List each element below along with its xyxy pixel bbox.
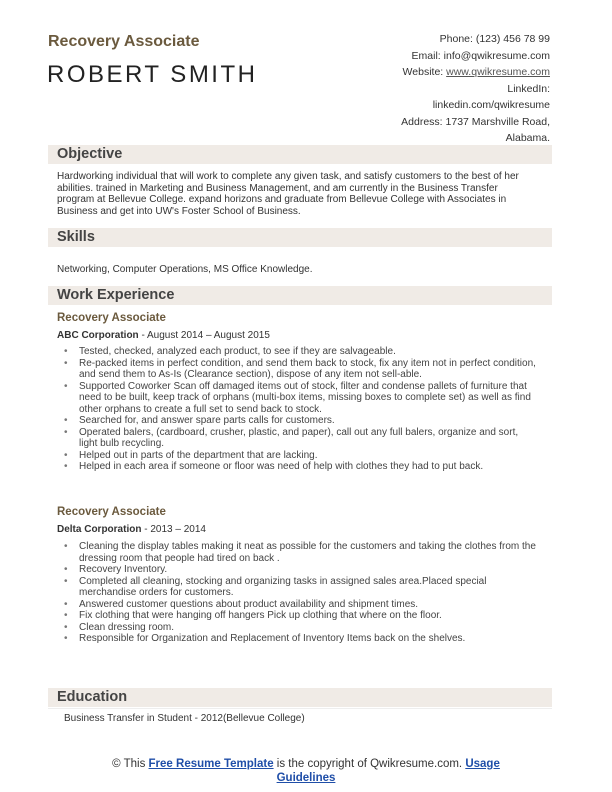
education-heading-bar <box>48 688 552 707</box>
objective-heading: Objective <box>57 146 123 162</box>
experience-heading: Work Experience <box>57 287 175 303</box>
job-dates-2: - 2013 – 2014 <box>141 524 206 535</box>
list-item: • Recovery Inventory. <box>57 564 537 576</box>
resume-job-title: Recovery Associate <box>48 33 200 50</box>
contact-address <box>310 114 550 131</box>
job-title-1: Recovery Associate <box>57 312 166 324</box>
objective-text: Hardworking individual that will work to complete any given task, and satisfy customers to the best of her abilities. trained in Marketing and Business Management, and am currently in the Business Transfer program at Bellevue College. expand horizons and graduate from Bellevue College with Associates in Business and get into UW's Foster School of Business. <box>57 171 519 217</box>
job-company-line-1 <box>57 330 270 341</box>
job-title-2: Recovery Associate <box>57 506 166 518</box>
email-label: Email: <box>411 49 441 62</box>
contact-linkedin-value: linkedin.com/qwikresume <box>432 99 550 111</box>
skills-heading: Skills <box>57 229 95 245</box>
job-company-line-2 <box>57 524 206 535</box>
list-item: • Answered customer questions about product availability and shipment times. <box>57 599 537 611</box>
guidelines-link[interactable]: Guidelines <box>276 772 336 784</box>
candidate-name: ROBERT SMITH <box>47 61 258 88</box>
contact-block <box>310 31 550 147</box>
address-label: Address: <box>401 115 443 128</box>
section-divider <box>48 708 552 709</box>
objective-heading-bar <box>48 145 552 164</box>
contact-linkedin-label: LinkedIn: <box>507 82 550 95</box>
education-text: Business Transfer in Student - 2012(Bellevue College) <box>64 713 305 724</box>
list-item: • Completed all cleaning, stocking and organizing tasks in assigned sales area.Placed special merchandise orders for customers. <box>57 576 537 599</box>
website-link[interactable]: www.qwikresume.com <box>446 66 550 78</box>
job-dates-1: - August 2014 – August 2015 <box>138 330 270 341</box>
contact-website <box>310 64 550 81</box>
list-item: • Fix clothing that were hanging off hangers Pick up clothing that where on the floor. <box>57 610 537 622</box>
free-resume-template-link[interactable]: Free Resume Template <box>148 758 274 770</box>
address-line1: 1737 Marshville Road, <box>445 115 550 128</box>
footer-prefix: © This <box>112 758 149 770</box>
copyright-footer <box>0 757 612 785</box>
job-company-2: Delta Corporation <box>57 524 142 535</box>
list-item: • Operated balers, (cardboard, crusher, plastic, and paper), call out any full balers, organize and sort, light bulb recycling. <box>57 427 537 450</box>
list-item: • Responsible for Organization and Replacement of Inventory Items back on the shelves. <box>57 633 537 645</box>
list-item: • Supported Coworker Scan off damaged items out of stock, filter and condense pallets of furniture that need to be built, keep track of orphans (multi-box items, missing boxes to complete set) as well as find other orphans to create a full set to send back to stock. <box>57 381 537 416</box>
contact-email <box>310 48 550 65</box>
website-label: Website: <box>402 66 444 78</box>
job-bullets-1 <box>57 346 537 473</box>
list-item: • Searched for, and answer spare parts calls for customers. <box>57 415 537 427</box>
usage-link[interactable]: Usage <box>465 758 500 770</box>
list-item: • Clean dressing room. <box>57 622 537 634</box>
list-item: • Helped in each area if someone or floor was need of help with clothes they had to put back. <box>57 461 537 473</box>
job-company-1: ABC Corporation <box>57 330 139 341</box>
experience-heading-bar <box>48 286 552 305</box>
education-heading: Education <box>57 689 128 705</box>
list-item: • Helped out in parts of the department that are lacking. <box>57 450 537 462</box>
list-item: • Cleaning the display tables making it neat as possible for the customers and taking the clothes from the dressing room that people had tired on back . <box>57 541 537 564</box>
phone-label: Phone: <box>439 33 473 45</box>
list-item: • Tested, checked, analyzed each product, to see if they are salvageable. <box>57 346 537 358</box>
skills-text: Networking, Computer Operations, MS Office Knowledge. <box>57 264 313 275</box>
contact-phone <box>310 31 550 48</box>
skills-heading-bar <box>48 228 552 247</box>
phone-value: (123) 456 78 99 <box>475 33 550 45</box>
footer-middle: is the copyright of Qwikresume.com. <box>273 758 466 770</box>
contact-address-line2: Alabama. <box>505 132 550 144</box>
list-item: • Re-packed items in perfect condition, and send them back to stock, fix any item not in perfect condition, and send them to As-Is (Clearance section), dispose of any item not sell-able. <box>57 358 537 381</box>
job-bullets-2 <box>57 541 537 645</box>
email-value: info@qwikresume.com <box>443 49 550 62</box>
